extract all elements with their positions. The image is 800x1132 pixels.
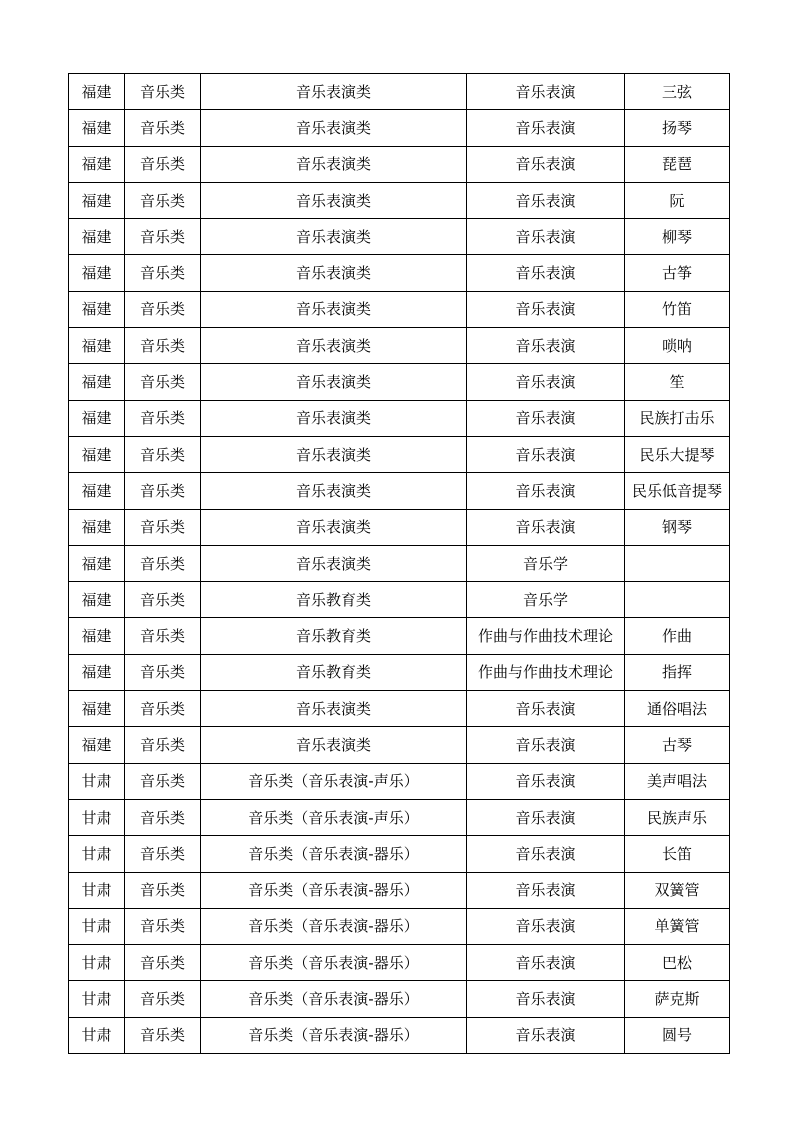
- subcategory-cell: 音乐表演类: [201, 473, 467, 509]
- table-row: [69, 872, 730, 908]
- province-cell: 福建: [69, 691, 125, 727]
- direction-cell: [625, 545, 730, 581]
- major-cell: 音乐表演: [467, 727, 625, 763]
- category-cell: 音乐类: [125, 328, 201, 364]
- province-cell: 福建: [69, 582, 125, 618]
- category-cell: 音乐类: [125, 255, 201, 291]
- category-cell: 音乐类: [125, 400, 201, 436]
- major-cell: 作曲与作曲技术理论: [467, 654, 625, 690]
- table-row: [69, 400, 730, 436]
- subcategory-cell: 音乐类（音乐表演-声乐）: [201, 763, 467, 799]
- table-row: [69, 328, 730, 364]
- subcategory-cell: 音乐类（音乐表演-器乐）: [201, 872, 467, 908]
- table-row: [69, 545, 730, 581]
- province-cell: 福建: [69, 110, 125, 146]
- subcategory-cell: 音乐表演类: [201, 691, 467, 727]
- province-cell: 福建: [69, 291, 125, 327]
- direction-cell: 美声唱法: [625, 763, 730, 799]
- direction-cell: 柳琴: [625, 219, 730, 255]
- direction-cell: 民乐大提琴: [625, 436, 730, 472]
- subcategory-cell: 音乐类（音乐表演-器乐）: [201, 1017, 467, 1053]
- direction-cell: 阮: [625, 182, 730, 218]
- category-cell: 音乐类: [125, 945, 201, 981]
- subcategory-cell: 音乐表演类: [201, 364, 467, 400]
- direction-cell: 作曲: [625, 618, 730, 654]
- category-cell: 音乐类: [125, 364, 201, 400]
- table-row: [69, 74, 730, 110]
- category-cell: 音乐类: [125, 654, 201, 690]
- province-cell: 福建: [69, 545, 125, 581]
- table-row: [69, 654, 730, 690]
- direction-cell: 民族声乐: [625, 799, 730, 835]
- direction-cell: 三弦: [625, 74, 730, 110]
- direction-cell: 唢呐: [625, 328, 730, 364]
- direction-cell: 古筝: [625, 255, 730, 291]
- province-cell: 甘肃: [69, 763, 125, 799]
- direction-cell: 指挥: [625, 654, 730, 690]
- major-cell: 音乐表演: [467, 945, 625, 981]
- category-cell: 音乐类: [125, 110, 201, 146]
- table-row: [69, 945, 730, 981]
- category-cell: 音乐类: [125, 908, 201, 944]
- province-cell: 福建: [69, 473, 125, 509]
- table-row: [69, 182, 730, 218]
- subcategory-cell: 音乐表演类: [201, 400, 467, 436]
- table-row: [69, 836, 730, 872]
- province-cell: 福建: [69, 727, 125, 763]
- province-cell: 福建: [69, 436, 125, 472]
- major-cell: 音乐表演: [467, 473, 625, 509]
- province-cell: 福建: [69, 219, 125, 255]
- category-cell: 音乐类: [125, 836, 201, 872]
- subcategory-cell: 音乐教育类: [201, 582, 467, 618]
- category-cell: 音乐类: [125, 691, 201, 727]
- major-cell: 音乐表演: [467, 364, 625, 400]
- direction-cell: 钢琴: [625, 509, 730, 545]
- major-cell: 音乐表演: [467, 74, 625, 110]
- major-cell: 音乐学: [467, 582, 625, 618]
- major-cell: 作曲与作曲技术理论: [467, 618, 625, 654]
- data-table: [68, 73, 730, 1054]
- major-cell: 音乐表演: [467, 763, 625, 799]
- direction-cell: 长笛: [625, 836, 730, 872]
- major-cell: 音乐表演: [467, 328, 625, 364]
- direction-cell: 单簧管: [625, 908, 730, 944]
- subcategory-cell: 音乐表演类: [201, 110, 467, 146]
- province-cell: 福建: [69, 146, 125, 182]
- table-row: [69, 509, 730, 545]
- category-cell: 音乐类: [125, 473, 201, 509]
- subcategory-cell: 音乐表演类: [201, 146, 467, 182]
- table-row: [69, 1017, 730, 1053]
- table-row: [69, 908, 730, 944]
- province-cell: 甘肃: [69, 908, 125, 944]
- major-cell: 音乐表演: [467, 799, 625, 835]
- category-cell: 音乐类: [125, 74, 201, 110]
- subcategory-cell: 音乐教育类: [201, 618, 467, 654]
- subcategory-cell: 音乐类（音乐表演-器乐）: [201, 908, 467, 944]
- province-cell: 甘肃: [69, 872, 125, 908]
- table-row: [69, 255, 730, 291]
- subcategory-cell: 音乐教育类: [201, 654, 467, 690]
- subcategory-cell: 音乐表演类: [201, 182, 467, 218]
- major-cell: 音乐表演: [467, 255, 625, 291]
- category-cell: 音乐类: [125, 182, 201, 218]
- table-row: [69, 727, 730, 763]
- table-row: [69, 582, 730, 618]
- major-cell: 音乐表演: [467, 908, 625, 944]
- province-cell: 甘肃: [69, 945, 125, 981]
- province-cell: 福建: [69, 182, 125, 218]
- table-body: [69, 74, 730, 1054]
- major-cell: 音乐表演: [467, 110, 625, 146]
- direction-cell: 笙: [625, 364, 730, 400]
- subcategory-cell: 音乐表演类: [201, 436, 467, 472]
- major-cell: 音乐表演: [467, 981, 625, 1017]
- table-row: [69, 436, 730, 472]
- direction-cell: 巴松: [625, 945, 730, 981]
- province-cell: 甘肃: [69, 799, 125, 835]
- major-cell: 音乐表演: [467, 291, 625, 327]
- major-cell: 音乐表演: [467, 146, 625, 182]
- direction-cell: 萨克斯: [625, 981, 730, 1017]
- subcategory-cell: 音乐表演类: [201, 291, 467, 327]
- category-cell: 音乐类: [125, 618, 201, 654]
- subcategory-cell: 音乐表演类: [201, 509, 467, 545]
- province-cell: 福建: [69, 509, 125, 545]
- major-cell: 音乐表演: [467, 691, 625, 727]
- category-cell: 音乐类: [125, 763, 201, 799]
- subcategory-cell: 音乐表演类: [201, 219, 467, 255]
- direction-cell: 民族打击乐: [625, 400, 730, 436]
- province-cell: 福建: [69, 328, 125, 364]
- table-row: [69, 799, 730, 835]
- direction-cell: 圆号: [625, 1017, 730, 1053]
- table-row: [69, 110, 730, 146]
- major-cell: 音乐表演: [467, 436, 625, 472]
- category-cell: 音乐类: [125, 1017, 201, 1053]
- subcategory-cell: 音乐表演类: [201, 74, 467, 110]
- province-cell: 福建: [69, 654, 125, 690]
- subcategory-cell: 音乐表演类: [201, 545, 467, 581]
- direction-cell: 通俗唱法: [625, 691, 730, 727]
- category-cell: 音乐类: [125, 146, 201, 182]
- major-cell: 音乐表演: [467, 836, 625, 872]
- direction-cell: 双簧管: [625, 872, 730, 908]
- table-row: [69, 291, 730, 327]
- subcategory-cell: 音乐表演类: [201, 255, 467, 291]
- province-cell: 甘肃: [69, 1017, 125, 1053]
- subcategory-cell: 音乐类（音乐表演-声乐）: [201, 799, 467, 835]
- major-cell: 音乐学: [467, 545, 625, 581]
- major-cell: 音乐表演: [467, 509, 625, 545]
- category-cell: 音乐类: [125, 582, 201, 618]
- subcategory-cell: 音乐类（音乐表演-器乐）: [201, 836, 467, 872]
- direction-cell: 竹笛: [625, 291, 730, 327]
- category-cell: 音乐类: [125, 872, 201, 908]
- province-cell: 福建: [69, 74, 125, 110]
- table-row: [69, 691, 730, 727]
- category-cell: 音乐类: [125, 436, 201, 472]
- major-cell: 音乐表演: [467, 400, 625, 436]
- category-cell: 音乐类: [125, 219, 201, 255]
- major-cell: 音乐表演: [467, 182, 625, 218]
- major-cell: 音乐表演: [467, 872, 625, 908]
- direction-cell: 古琴: [625, 727, 730, 763]
- table-row: [69, 981, 730, 1017]
- direction-cell: 民乐低音提琴: [625, 473, 730, 509]
- direction-cell: [625, 582, 730, 618]
- table-row: [69, 146, 730, 182]
- category-cell: 音乐类: [125, 799, 201, 835]
- category-cell: 音乐类: [125, 981, 201, 1017]
- subcategory-cell: 音乐类（音乐表演-器乐）: [201, 981, 467, 1017]
- category-cell: 音乐类: [125, 727, 201, 763]
- category-cell: 音乐类: [125, 291, 201, 327]
- major-cell: 音乐表演: [467, 1017, 625, 1053]
- subcategory-cell: 音乐表演类: [201, 328, 467, 364]
- table-row: [69, 219, 730, 255]
- province-cell: 福建: [69, 364, 125, 400]
- major-cell: 音乐表演: [467, 219, 625, 255]
- province-cell: 福建: [69, 618, 125, 654]
- category-cell: 音乐类: [125, 509, 201, 545]
- province-cell: 甘肃: [69, 981, 125, 1017]
- direction-cell: 琵琶: [625, 146, 730, 182]
- table-row: [69, 763, 730, 799]
- province-cell: 福建: [69, 400, 125, 436]
- table-row: [69, 618, 730, 654]
- table-row: [69, 473, 730, 509]
- subcategory-cell: 音乐类（音乐表演-器乐）: [201, 945, 467, 981]
- table-row: [69, 364, 730, 400]
- subcategory-cell: 音乐表演类: [201, 727, 467, 763]
- direction-cell: 扬琴: [625, 110, 730, 146]
- province-cell: 福建: [69, 255, 125, 291]
- category-cell: 音乐类: [125, 545, 201, 581]
- province-cell: 甘肃: [69, 836, 125, 872]
